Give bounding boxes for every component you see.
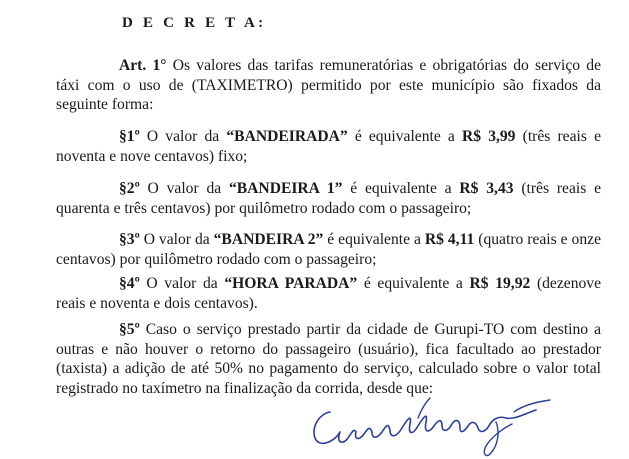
paragraph-5-text: Caso o serviço prestado partir da cidade de Gurupi-TO com destino a outras e não houver o retorno do passageiro (usuário), fica facultado ao prestador (taxista) a adição de até 50% no pagamento do serviço, calculado sobre o valor total registrado no taxímetro na finalização da corrida, desde que: bbox=[56, 321, 601, 397]
paragraph-2-pre: O valor da bbox=[139, 180, 229, 197]
article-1 bbox=[56, 56, 601, 115]
paragraph-1-mid: é equivalente a bbox=[347, 128, 462, 145]
paragraph-2-post: (três reais e quarenta e três centavos) por quilômetro rodado com o passageiro; bbox=[56, 180, 602, 217]
paragraph-1-label: §1º bbox=[119, 128, 140, 145]
paragraph-2-price: R$ 3,43 bbox=[459, 180, 514, 197]
paragraph-4-label: §4º bbox=[119, 275, 140, 292]
paragraph-1 bbox=[56, 127, 601, 166]
paragraph-1-name: “BANDEIRADA” bbox=[226, 128, 348, 145]
paragraph-2 bbox=[56, 179, 601, 218]
signature-stroke-flourish bbox=[418, 398, 550, 456]
paragraph-3-price: R$ 4,11 bbox=[424, 231, 475, 248]
paragraph-3 bbox=[56, 230, 601, 269]
paragraph-3-pre: O valor da bbox=[139, 231, 214, 248]
paragraph-4 bbox=[56, 274, 601, 313]
paragraph-2-name: “BANDEIRA 1” bbox=[228, 180, 343, 197]
paragraph-3-name: “BANDEIRA 2” bbox=[213, 231, 324, 248]
paragraph-2-mid: é equivalente a bbox=[342, 180, 460, 197]
paragraph-4-pre: O valor da bbox=[139, 275, 225, 292]
paragraph-4-post: (dezenove reais e noventa e dois centavos). bbox=[56, 275, 602, 312]
paragraph-2-label: §2º bbox=[119, 180, 140, 197]
handwritten-signature bbox=[300, 388, 560, 458]
paragraph-4-price: R$ 19,92 bbox=[469, 275, 531, 292]
paragraph-1-pre: O valor da bbox=[139, 128, 227, 145]
paragraph-4-name: “HORA PARADA” bbox=[224, 275, 358, 292]
paragraph-5 bbox=[56, 320, 601, 398]
article-1-text: Os valores das tarifas remuneratórias e obrigatórias do serviço de táxi com o uso de (TAXIMETRO) permitido por este município são fixados da seguinte forma: bbox=[56, 57, 601, 113]
paragraph-5-label: §5º bbox=[119, 321, 140, 338]
paragraph-3-label: §3º bbox=[119, 231, 140, 248]
signature-stroke-main bbox=[314, 410, 536, 443]
paragraph-1-price: R$ 3,99 bbox=[461, 128, 516, 145]
paragraph-3-mid: é equivalente a bbox=[323, 231, 425, 248]
paragraph-3-post: (quatro reais e onze centavos) por quilômetro rodado com o passageiro; bbox=[56, 231, 601, 268]
paragraph-4-mid: é equivalente a bbox=[357, 275, 470, 292]
paragraph-1-post: (três reais e noventa e nove centavos) fixo; bbox=[56, 128, 601, 165]
decree-heading: D E C R E T A: bbox=[122, 15, 267, 31]
article-1-label: Art. 1° bbox=[119, 57, 167, 74]
